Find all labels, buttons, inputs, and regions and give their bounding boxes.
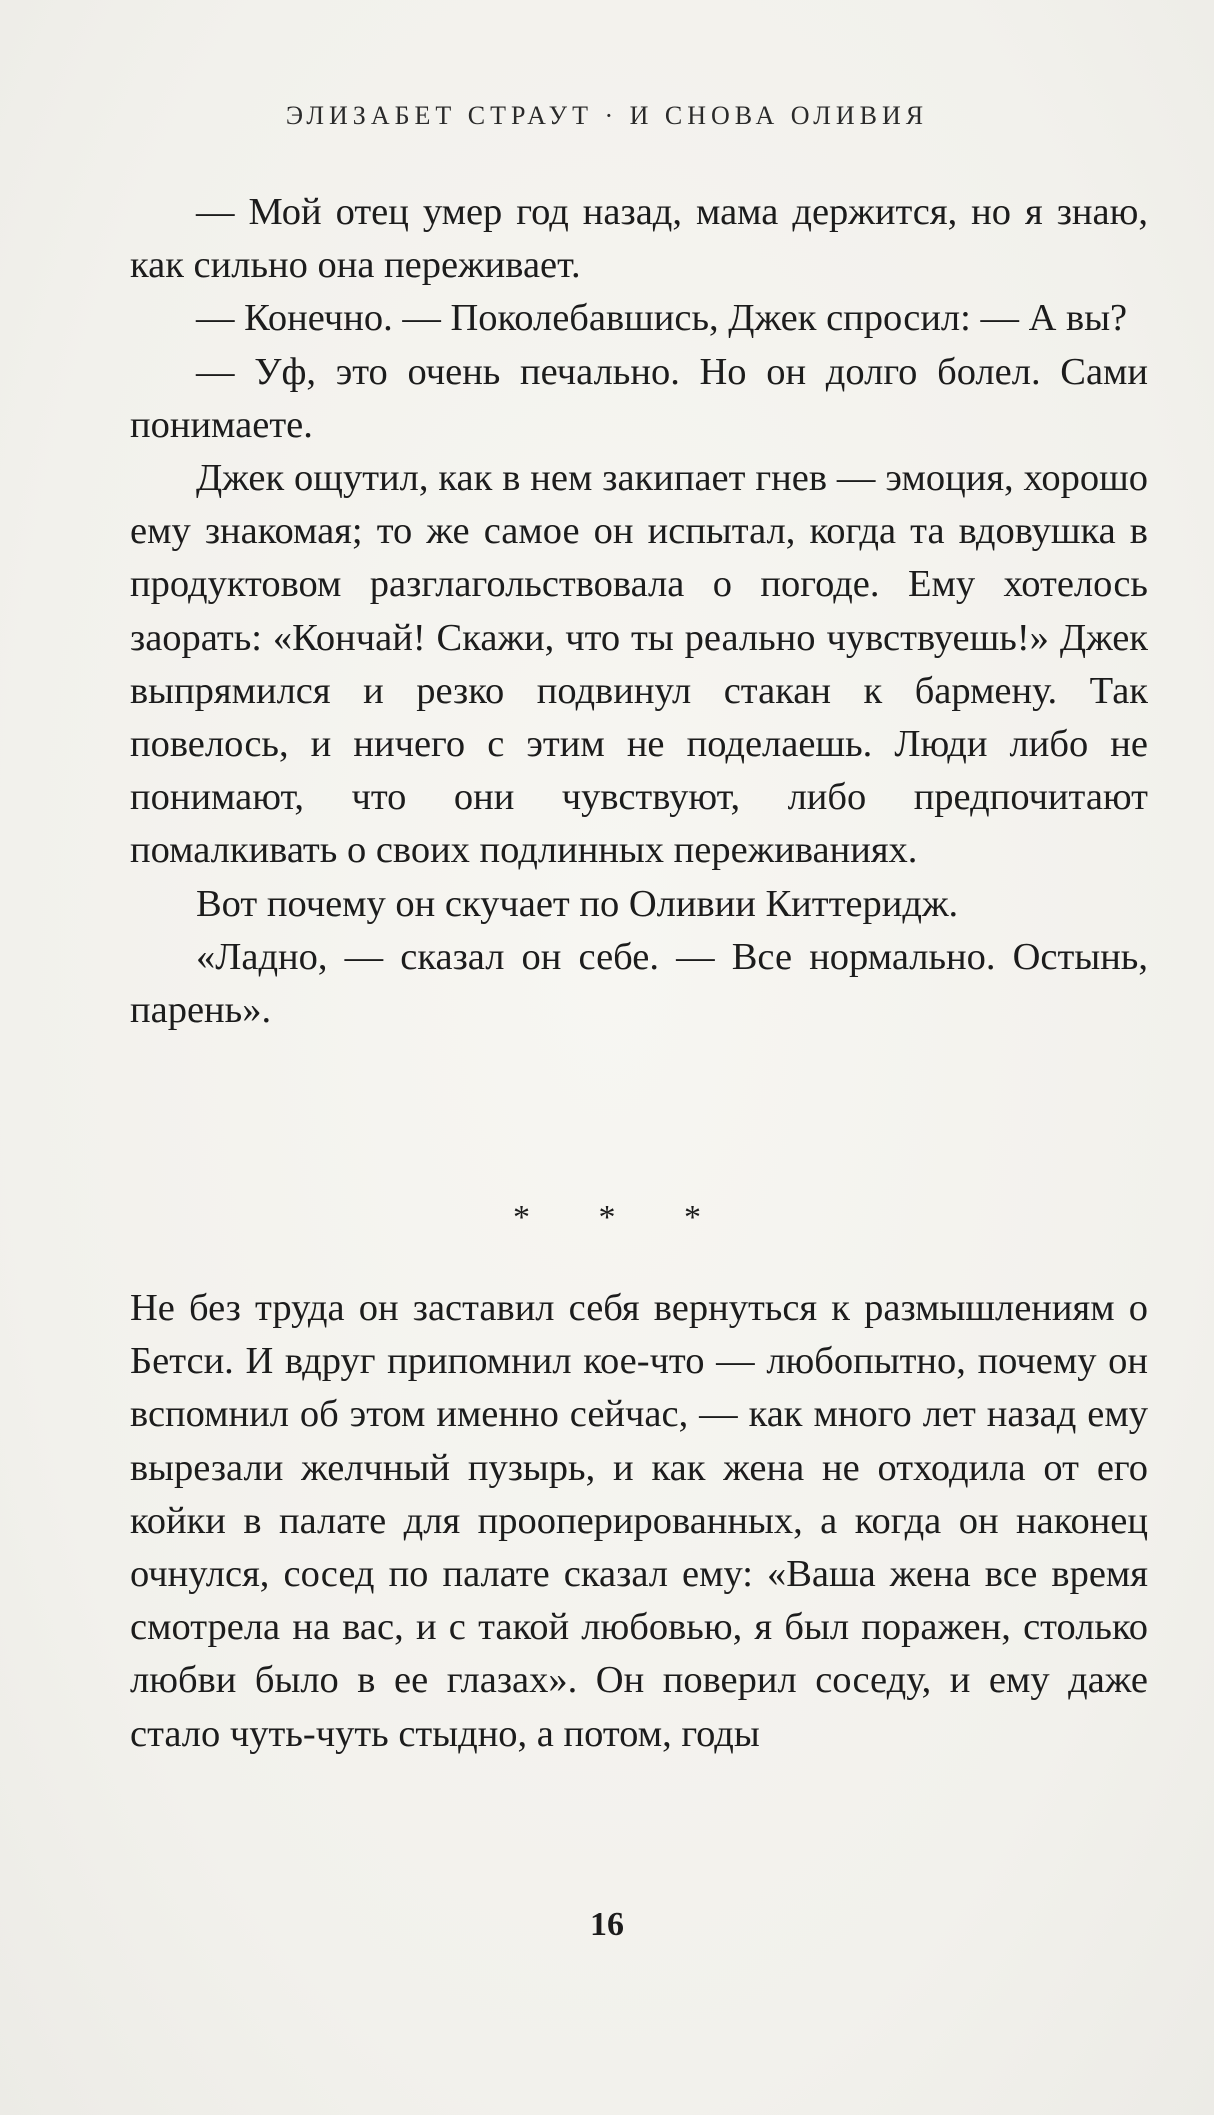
text-block-after-separator [130,1282,1148,1761]
paragraph: — Конечно. — Поколебавшись, Джек спросил: — А вы? [196,297,1128,340]
paragraph: Джек ощутил, как в нем закипает гнев — эмоция, хорошо ему знакомая; то же самое он испытал, когда та вдовушка в продуктовом разглагольствовала о погоде. Ему хотелось заорать: «Кончай! Скажи, что ты реально чувствуешь!» Джек выпрямился и резко подвинул стакан к бармену. Так повелось, и ничего с этим не поделаешь. Люди либо не понимают, что они чувствуют, либо предпочитают помалкивать о своих подлинных переживаниях. [130,457,1148,872]
paragraph: — Уф, это очень печально. Но он долго болел. Сами понимаете. [130,350,1148,446]
page-number: 16 [590,1906,624,1943]
paragraph: Не без труда он заставил себя вернуться к размышлениям о Бетси. И вдруг припомнил кое-что — любопытно, почему он вспомнил об этом именно сейчас, — как много лет назад ему вырезали желчный пузырь, и как жена не отходила от его койки в палате для прооперированных, а когда он наконец очнулся, сосед по палате сказал ему: «Ваша жена все время смотрела на вас, и с такой любовью, я был поражен, столько любви было в ее глазах». Он поверил соседу, и ему даже стало чуть-чуть стыдно, а потом, годы [130,1287,1148,1755]
running-header: ЭЛИЗАБЕТ СТРАУТ · И СНОВА ОЛИВИЯ [285,101,929,130]
paragraph: «Ладно, — сказал он себе. — Все нормально. Остынь, парень». [130,935,1148,1032]
text-block-before-separator [130,186,1148,1037]
paragraph: — Мой отец умер год назад, мама держится, но я знаю, как сильно она переживает. [130,191,1148,287]
paragraph: Вот почему он скучает по Оливии Киттеридж. [196,882,959,925]
section-separator: * * * [513,1199,731,1236]
